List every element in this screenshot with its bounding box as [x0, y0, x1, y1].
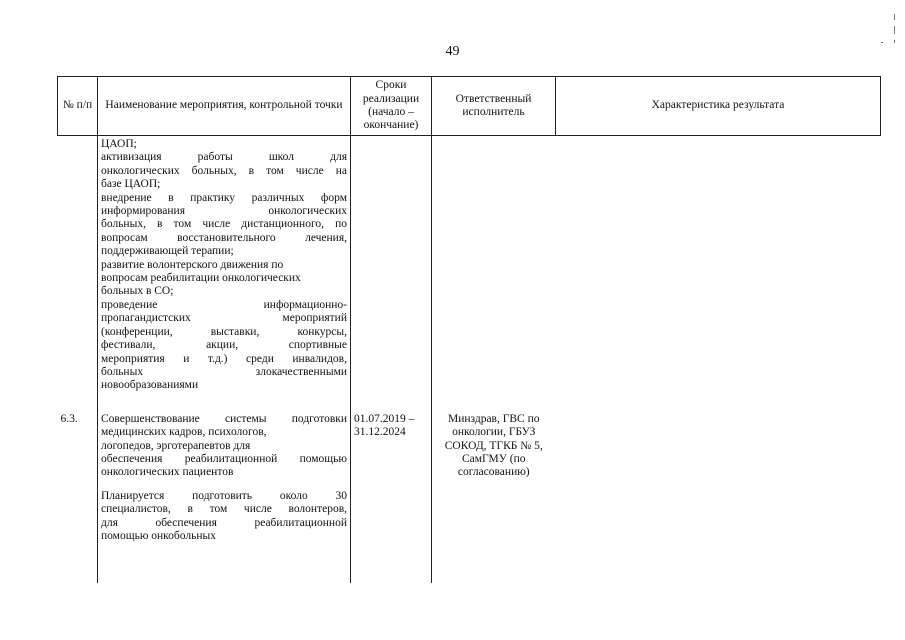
page-number: 49: [445, 44, 460, 59]
text-line: проведение информационно-: [101, 298, 347, 311]
header-responsible: Ответственный исполнитель: [432, 77, 556, 136]
text-line: СОКОД, ТГКБ № 5,: [444, 439, 543, 452]
date-end: 31.12.2024: [354, 426, 406, 439]
text-line: обеспечения реабилитационной помощью: [101, 452, 347, 465]
text-line: помощью онкобольных: [101, 529, 216, 542]
cell-number: [58, 411, 98, 584]
cell-result: [556, 136, 881, 411]
header-result: Характеристика результата: [556, 77, 881, 136]
text-line: больных злокачественными: [101, 365, 347, 378]
table-row-continuation: [58, 136, 881, 411]
date-start: 01.07.2019 –: [354, 412, 415, 425]
text-line: поддерживающей терапии;: [101, 245, 234, 258]
cell-activity: [98, 411, 351, 584]
text-line: информирования онкологических: [101, 205, 347, 218]
text-line: новообразованиями: [101, 379, 199, 392]
text-line: больных, в том числе дистанционного, по: [101, 218, 347, 231]
text-line: вопросам реабилитации онкологических: [101, 272, 301, 285]
cell-responsible: [432, 136, 556, 411]
header-activity-name: Наименование мероприятия, контрольной точки: [98, 77, 351, 136]
header-deadlines: Сроки реализации (начало – окончание): [351, 77, 432, 136]
cell-dates: [351, 136, 432, 411]
text-line: базе ЦАОП;: [101, 178, 161, 191]
cell-dates: [351, 411, 432, 584]
cell-number: [58, 136, 98, 411]
text-line: логопедов, эрготерапевтов для: [101, 439, 251, 452]
text-line: специалистов, в том числе волонтеров,: [101, 503, 347, 516]
text-line: фестивали, акции, спортивные: [101, 339, 347, 352]
text-line: СамГМУ (по: [461, 452, 526, 465]
text-line: (конференции, выставки, конкурсы,: [101, 325, 347, 338]
continuation-text: [101, 138, 347, 393]
text-line: активизация работы школ для: [101, 151, 347, 164]
text-line: Минздрав, ГВС по: [447, 412, 540, 425]
text-line: онкологических пациентов: [101, 466, 234, 479]
text-line: для обеспечения реабилитационной: [101, 516, 347, 529]
text-line: согласованию): [457, 466, 530, 479]
cell-responsible: [432, 411, 556, 584]
table-header-row: [58, 77, 881, 136]
text-line: онкологии, ГБУЗ: [452, 426, 536, 439]
cell-result: [556, 411, 881, 584]
text-line: медицинских кадров, психологов,: [101, 426, 267, 439]
text-line: больных в СО;: [101, 285, 174, 298]
cell-activity-continuation: [98, 136, 351, 411]
text-line: онкологических больных, в том числе на: [101, 164, 347, 177]
text-line: развитие волонтерского движения по: [101, 258, 284, 271]
text-line: ЦАОП;: [101, 138, 137, 150]
text-line: Совершенствование системы подготовки: [101, 412, 347, 425]
activity-plan: [101, 490, 347, 544]
text-line: вопросам восстановительного лечения,: [101, 231, 347, 244]
text-line: внедрение в практику различных форм: [101, 191, 347, 204]
text-line: мероприятия и т.д.) среди инвалидов,: [101, 352, 347, 365]
scan-marks: [877, 14, 897, 54]
activity-title: [101, 413, 347, 480]
header-number: № п/п: [58, 77, 98, 136]
table-row-6-3: [58, 411, 881, 584]
text-line: Планируется подготовить около 30: [101, 489, 347, 502]
text-line: пропагандистских мероприятий: [101, 312, 347, 325]
activities-table: [57, 76, 881, 583]
row-number: 6.3.: [60, 412, 78, 425]
